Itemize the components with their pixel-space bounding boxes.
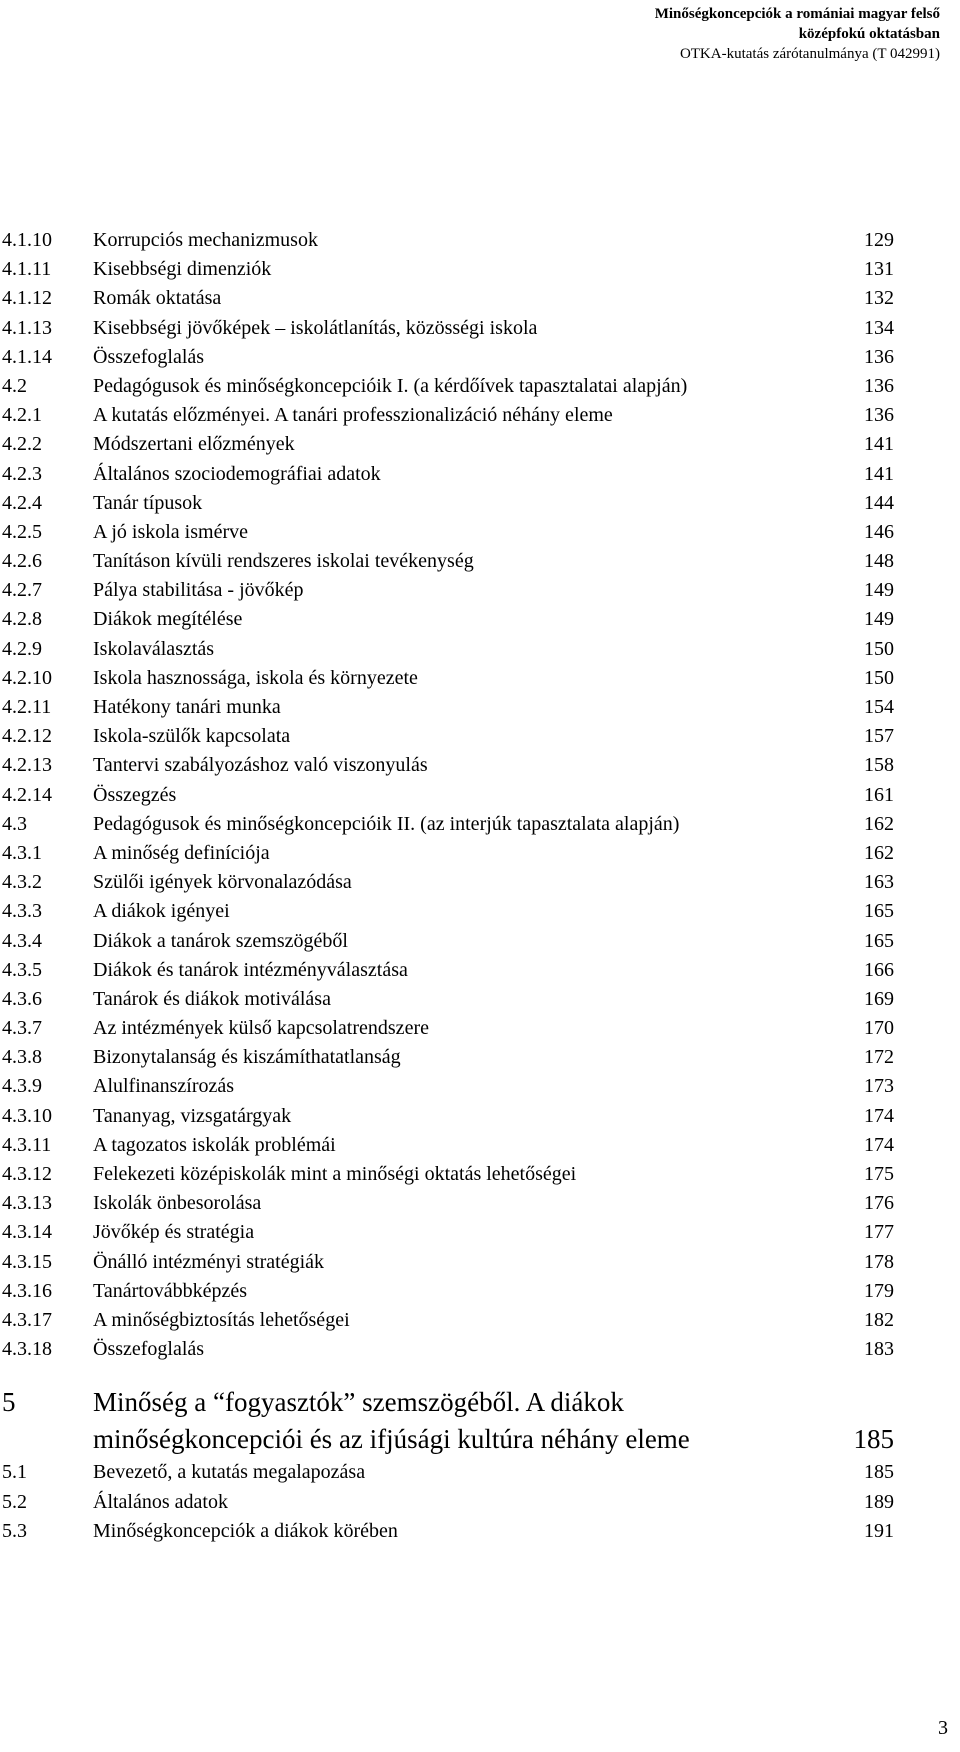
toc-entry-number: 4.3.12 bbox=[2, 1163, 52, 1185]
toc-entry-number: 4.2.12 bbox=[2, 725, 52, 748]
toc-entry-title: Iskolák önbesorolása bbox=[93, 1192, 262, 1215]
toc-entry-title: Diákok a tanárok szemszögéből bbox=[93, 929, 348, 952]
toc-entry[interactable] bbox=[0, 1102, 900, 1131]
toc-entry-page: 185 bbox=[864, 1461, 894, 1484]
toc-entry-title: Jövőkép és stratégia bbox=[93, 1221, 255, 1244]
toc-entry[interactable] bbox=[0, 372, 900, 401]
toc-entry[interactable] bbox=[0, 1458, 900, 1487]
toc-entry-number: 4.2.6 bbox=[2, 550, 42, 573]
toc-entry-number: 4.3.3 bbox=[2, 900, 42, 923]
toc-entry-title: Diákok megítélése bbox=[93, 608, 243, 631]
toc-entry-page: 136 bbox=[864, 374, 894, 397]
toc-entry-number: 4.3.6 bbox=[2, 987, 42, 1010]
toc-entry-page: 161 bbox=[864, 783, 894, 806]
toc-entry[interactable] bbox=[0, 401, 900, 430]
toc-entry-page: 129 bbox=[864, 229, 894, 251]
toc-entry-page: 189 bbox=[864, 1490, 894, 1513]
toc-entry[interactable] bbox=[0, 1218, 900, 1247]
toc-entry-number: 4.2.14 bbox=[2, 783, 52, 806]
toc-entry-page: 162 bbox=[864, 841, 894, 864]
toc-entry[interactable] bbox=[0, 547, 900, 576]
toc-entry-number: 4.2.4 bbox=[2, 491, 42, 514]
toc-entry-title: Iskolaválasztás bbox=[93, 637, 215, 660]
toc-entry[interactable] bbox=[0, 518, 900, 547]
toc-entry-page: 149 bbox=[864, 579, 894, 602]
toc-entry-number: 4.1.11 bbox=[2, 258, 52, 281]
page-header bbox=[655, 4, 940, 64]
toc-entry-number: 4.3.9 bbox=[2, 1075, 42, 1098]
toc-entry-page: 157 bbox=[864, 725, 894, 748]
toc-entry-title: Tanításon kívüli rendszeres iskolai tevékenység bbox=[93, 550, 474, 573]
toc-entry-number: 4.1.12 bbox=[2, 287, 52, 310]
toc-entry-number: 4.2.2 bbox=[2, 433, 42, 456]
toc-entry-title: Tananyag, vizsgatárgyak bbox=[93, 1104, 292, 1127]
toc-entry-title: Összefoglalás bbox=[93, 345, 205, 368]
toc-entry-title: Általános adatok bbox=[93, 1490, 228, 1513]
toc-entry-number: 5.3 bbox=[2, 1519, 27, 1542]
toc-entry-title: A minőségbiztosítás lehetőségei bbox=[93, 1308, 350, 1331]
toc-entry[interactable] bbox=[0, 693, 900, 722]
toc-entry-page: 182 bbox=[864, 1308, 894, 1331]
toc-entry-page: 178 bbox=[864, 1250, 894, 1273]
toc-entry-title: Tanár típusok bbox=[93, 491, 203, 514]
toc-entry-number: 5.1 bbox=[2, 1461, 27, 1484]
toc-entry-number: 4.1.13 bbox=[2, 316, 52, 339]
toc-entry-title: Tantervi szabályozáshoz való viszonyulás bbox=[93, 754, 428, 777]
toc-entry-number: 4.3.2 bbox=[2, 871, 42, 894]
toc-entry-number: 4.2.10 bbox=[2, 666, 52, 689]
toc-entry-number: 4.3.13 bbox=[2, 1192, 52, 1215]
toc-entry-title: Hatékony tanári munka bbox=[93, 696, 281, 718]
toc-entry-title: Iskola-szülők kapcsolata bbox=[93, 725, 291, 748]
toc-entry-number: 4.3.10 bbox=[2, 1104, 52, 1127]
toc-entry-title: Pedagógusok és minőségkoncepcióik I. (a kérdőívek tapasztalatai alapján) bbox=[93, 374, 688, 397]
toc-entry-number: 4.3 bbox=[2, 812, 27, 835]
toc-entry-title: Tanártovábbképzés bbox=[93, 1279, 248, 1302]
toc-entry[interactable] bbox=[0, 751, 900, 780]
toc-entry-title: Alulfinanszírozás bbox=[93, 1075, 235, 1098]
toc-entry-title: Összefoglalás bbox=[93, 1338, 205, 1361]
toc-entry-page: 141 bbox=[864, 462, 894, 485]
toc-entry[interactable] bbox=[0, 927, 900, 956]
toc-entry-title: Bizonytalanság és kiszámíthatatlanság bbox=[93, 1046, 401, 1069]
toc-entry[interactable] bbox=[0, 664, 900, 693]
toc-entry-page: 148 bbox=[864, 550, 894, 573]
toc-entry-page: 177 bbox=[864, 1221, 894, 1244]
toc-entry[interactable] bbox=[0, 314, 900, 343]
toc-entry-number: 4.1.14 bbox=[2, 345, 52, 368]
toc-entry-page: 134 bbox=[864, 316, 894, 339]
table-of-contents bbox=[0, 226, 900, 1546]
toc-entry-page: 158 bbox=[864, 754, 894, 777]
toc-entry[interactable] bbox=[0, 897, 900, 926]
toc-entry-page: 136 bbox=[864, 345, 894, 368]
toc-entry-page: 176 bbox=[864, 1192, 894, 1215]
toc-entry-page: 172 bbox=[864, 1046, 894, 1069]
toc-entry-title: A tagozatos iskolák problémái bbox=[93, 1133, 336, 1156]
toc-entry-number: 4.3.17 bbox=[2, 1308, 52, 1331]
toc-entry-number: 5.2 bbox=[2, 1490, 27, 1513]
toc-entry-number: 4.3.15 bbox=[2, 1250, 52, 1273]
toc-entry-title: Iskola hasznossága, iskola és környezete bbox=[93, 666, 418, 689]
toc-entry-title: Diákok és tanárok intézményválasztása bbox=[93, 958, 408, 981]
toc-entry-page: 150 bbox=[864, 637, 894, 660]
toc-entry-number: 4.3.8 bbox=[2, 1046, 42, 1069]
toc-entry[interactable] bbox=[0, 284, 900, 313]
toc-entry-page: 165 bbox=[864, 900, 894, 923]
toc-entry-page: 175 bbox=[864, 1163, 894, 1185]
chapter-page: 185 bbox=[853, 1424, 894, 1455]
toc-entry[interactable] bbox=[0, 605, 900, 634]
toc-entry-page: 174 bbox=[864, 1133, 894, 1156]
toc-entry[interactable] bbox=[0, 1160, 900, 1189]
toc-section-5 bbox=[0, 1458, 900, 1546]
toc-entry[interactable] bbox=[0, 781, 900, 810]
toc-entry[interactable] bbox=[0, 489, 900, 518]
toc-entry-number: 4.3.18 bbox=[2, 1338, 52, 1361]
toc-entry-title: A diákok igényei bbox=[93, 900, 230, 923]
toc-entry[interactable] bbox=[0, 1014, 900, 1043]
toc-entry-page: 169 bbox=[864, 987, 894, 1010]
toc-entry-page: 173 bbox=[864, 1075, 894, 1098]
toc-entry-page: 136 bbox=[864, 404, 894, 427]
toc-entry-number: 4.3.16 bbox=[2, 1279, 52, 1302]
toc-entry[interactable] bbox=[0, 722, 900, 751]
toc-entry-number: 4.2.1 bbox=[2, 404, 42, 427]
toc-entry-title: Az intézmények külső kapcsolatrendszere bbox=[93, 1017, 429, 1040]
toc-entry-title: Szülői igények körvonalazódása bbox=[93, 871, 352, 894]
toc-entry-number: 4.3.1 bbox=[2, 841, 42, 864]
page-number: 3 bbox=[938, 1717, 948, 1739]
toc-entry-page: 166 bbox=[864, 958, 894, 981]
toc-entry-page: 141 bbox=[864, 433, 894, 456]
toc-entry[interactable] bbox=[0, 1248, 900, 1277]
header-subtitle: OTKA-kutatás zárótanulmánya (T 042991) bbox=[679, 46, 940, 62]
toc-entry-page: 149 bbox=[864, 608, 894, 631]
toc-entry[interactable] bbox=[0, 635, 900, 664]
toc-entry[interactable] bbox=[0, 1072, 900, 1101]
toc-entry-number: 4.3.14 bbox=[2, 1221, 52, 1244]
toc-entry-page: 131 bbox=[864, 258, 894, 281]
toc-entry-page: 183 bbox=[864, 1338, 894, 1361]
toc-entry-title: Tanárok és diákok motiválása bbox=[93, 987, 331, 1010]
toc-entry-number: 4.3.5 bbox=[2, 958, 42, 981]
toc-entry[interactable] bbox=[0, 956, 900, 985]
toc-entry-title: Módszertani előzmények bbox=[93, 433, 295, 456]
toc-entry-number: 4.3.7 bbox=[2, 1017, 42, 1040]
toc-entry-page: 154 bbox=[864, 696, 894, 718]
header-title-line-1: Minőségkoncepciók a romániai magyar felső bbox=[654, 6, 940, 22]
toc-entry[interactable] bbox=[0, 810, 900, 839]
toc-entry-page: 144 bbox=[864, 491, 894, 514]
toc-entry-number: 4.2.13 bbox=[2, 754, 52, 777]
toc-entry[interactable] bbox=[0, 430, 900, 459]
toc-entry[interactable] bbox=[0, 1517, 900, 1546]
toc-entry-title: A jó iskola ismérve bbox=[93, 520, 248, 543]
toc-entry[interactable] bbox=[0, 226, 900, 255]
toc-entry-title: Általános szociodemográfiai adatok bbox=[93, 462, 381, 485]
toc-entry-page: 150 bbox=[864, 666, 894, 689]
toc-entry-page: 163 bbox=[864, 871, 894, 894]
toc-entry-number: 4.2.5 bbox=[2, 520, 42, 543]
toc-entry[interactable] bbox=[0, 255, 900, 284]
chapter-title-line-1: Minőség a “fogyasztók” szemszögéből. A diákok bbox=[93, 1387, 624, 1418]
toc-entry[interactable] bbox=[0, 1306, 900, 1335]
toc-entry[interactable] bbox=[0, 343, 900, 372]
toc-entry-title: Kisebbségi dimenziók bbox=[93, 258, 272, 281]
toc-entry-page: 146 bbox=[864, 520, 894, 543]
toc-entry[interactable] bbox=[0, 1335, 900, 1364]
toc-entry-page: 191 bbox=[864, 1519, 894, 1542]
toc-entry[interactable] bbox=[0, 985, 900, 1014]
toc-entry-title: Romák oktatása bbox=[93, 287, 222, 310]
toc-entry[interactable] bbox=[0, 1043, 900, 1072]
toc-entry-title: Pálya stabilitása - jövőkép bbox=[93, 579, 304, 602]
toc-entry-title: Összegzés bbox=[93, 783, 177, 806]
toc-entry-number: 4.2.7 bbox=[2, 579, 42, 602]
toc-entry-title: Felekezeti középiskolák mint a minőségi oktatás lehetőségei bbox=[93, 1163, 577, 1185]
toc-entry-title: Korrupciós mechanizmusok bbox=[93, 229, 318, 251]
toc-entry-number: 4.2.11 bbox=[2, 696, 52, 718]
header-title-line-2: középfokú oktatásban bbox=[798, 26, 940, 42]
toc-entry-page: 165 bbox=[864, 929, 894, 952]
toc-entry-title: A kutatás előzményei. A tanári professzionalizáció néhány eleme bbox=[93, 404, 613, 427]
toc-entry[interactable] bbox=[0, 1131, 900, 1160]
toc-entry-title: Önálló intézményi stratégiák bbox=[93, 1250, 325, 1273]
toc-entry-title: A minőség definíciója bbox=[93, 841, 270, 864]
toc-entry[interactable] bbox=[0, 1277, 900, 1306]
toc-entry-title: Kisebbségi jövőképek – iskolátlanítás, közösségi iskola bbox=[93, 316, 538, 339]
toc-entry-page: 179 bbox=[864, 1279, 894, 1302]
toc-entry[interactable] bbox=[0, 1488, 900, 1517]
toc-entry-number: 4.3.11 bbox=[2, 1133, 52, 1156]
chapter-title-line-2: minőségkoncepciói és az ifjúsági kultúra néhány eleme bbox=[93, 1424, 690, 1455]
toc-section-4 bbox=[0, 226, 900, 1364]
toc-entry-number: 4.2.3 bbox=[2, 462, 42, 485]
toc-entry-title: Minőségkoncepciók a diákok körében bbox=[93, 1519, 398, 1542]
toc-entry-page: 170 bbox=[864, 1017, 894, 1040]
toc-entry-title: Pedagógusok és minőségkoncepcióik II. (az interjúk tapasztalata alapján) bbox=[93, 812, 680, 835]
toc-entry-page: 132 bbox=[864, 287, 894, 310]
toc-entry-page: 174 bbox=[864, 1104, 894, 1127]
toc-entry-title: Bevezető, a kutatás megalapozása bbox=[93, 1461, 366, 1484]
chapter-title bbox=[93, 1384, 813, 1458]
toc-entry-number: 4.1.10 bbox=[2, 229, 52, 251]
toc-entry[interactable] bbox=[0, 460, 900, 489]
toc-entry[interactable] bbox=[0, 868, 900, 897]
toc-entry[interactable] bbox=[0, 1189, 900, 1218]
toc-entry-number: 4.2.9 bbox=[2, 637, 42, 660]
toc-entry-page: 162 bbox=[864, 812, 894, 835]
toc-entry-number: 4.2 bbox=[2, 374, 27, 397]
chapter-number: 5 bbox=[2, 1387, 16, 1418]
toc-entry[interactable] bbox=[0, 839, 900, 868]
toc-entry-number: 4.2.8 bbox=[2, 608, 42, 631]
toc-entry-number: 4.3.4 bbox=[2, 929, 42, 952]
toc-entry[interactable] bbox=[0, 576, 900, 605]
toc-chapter-5[interactable] bbox=[0, 1384, 900, 1458]
